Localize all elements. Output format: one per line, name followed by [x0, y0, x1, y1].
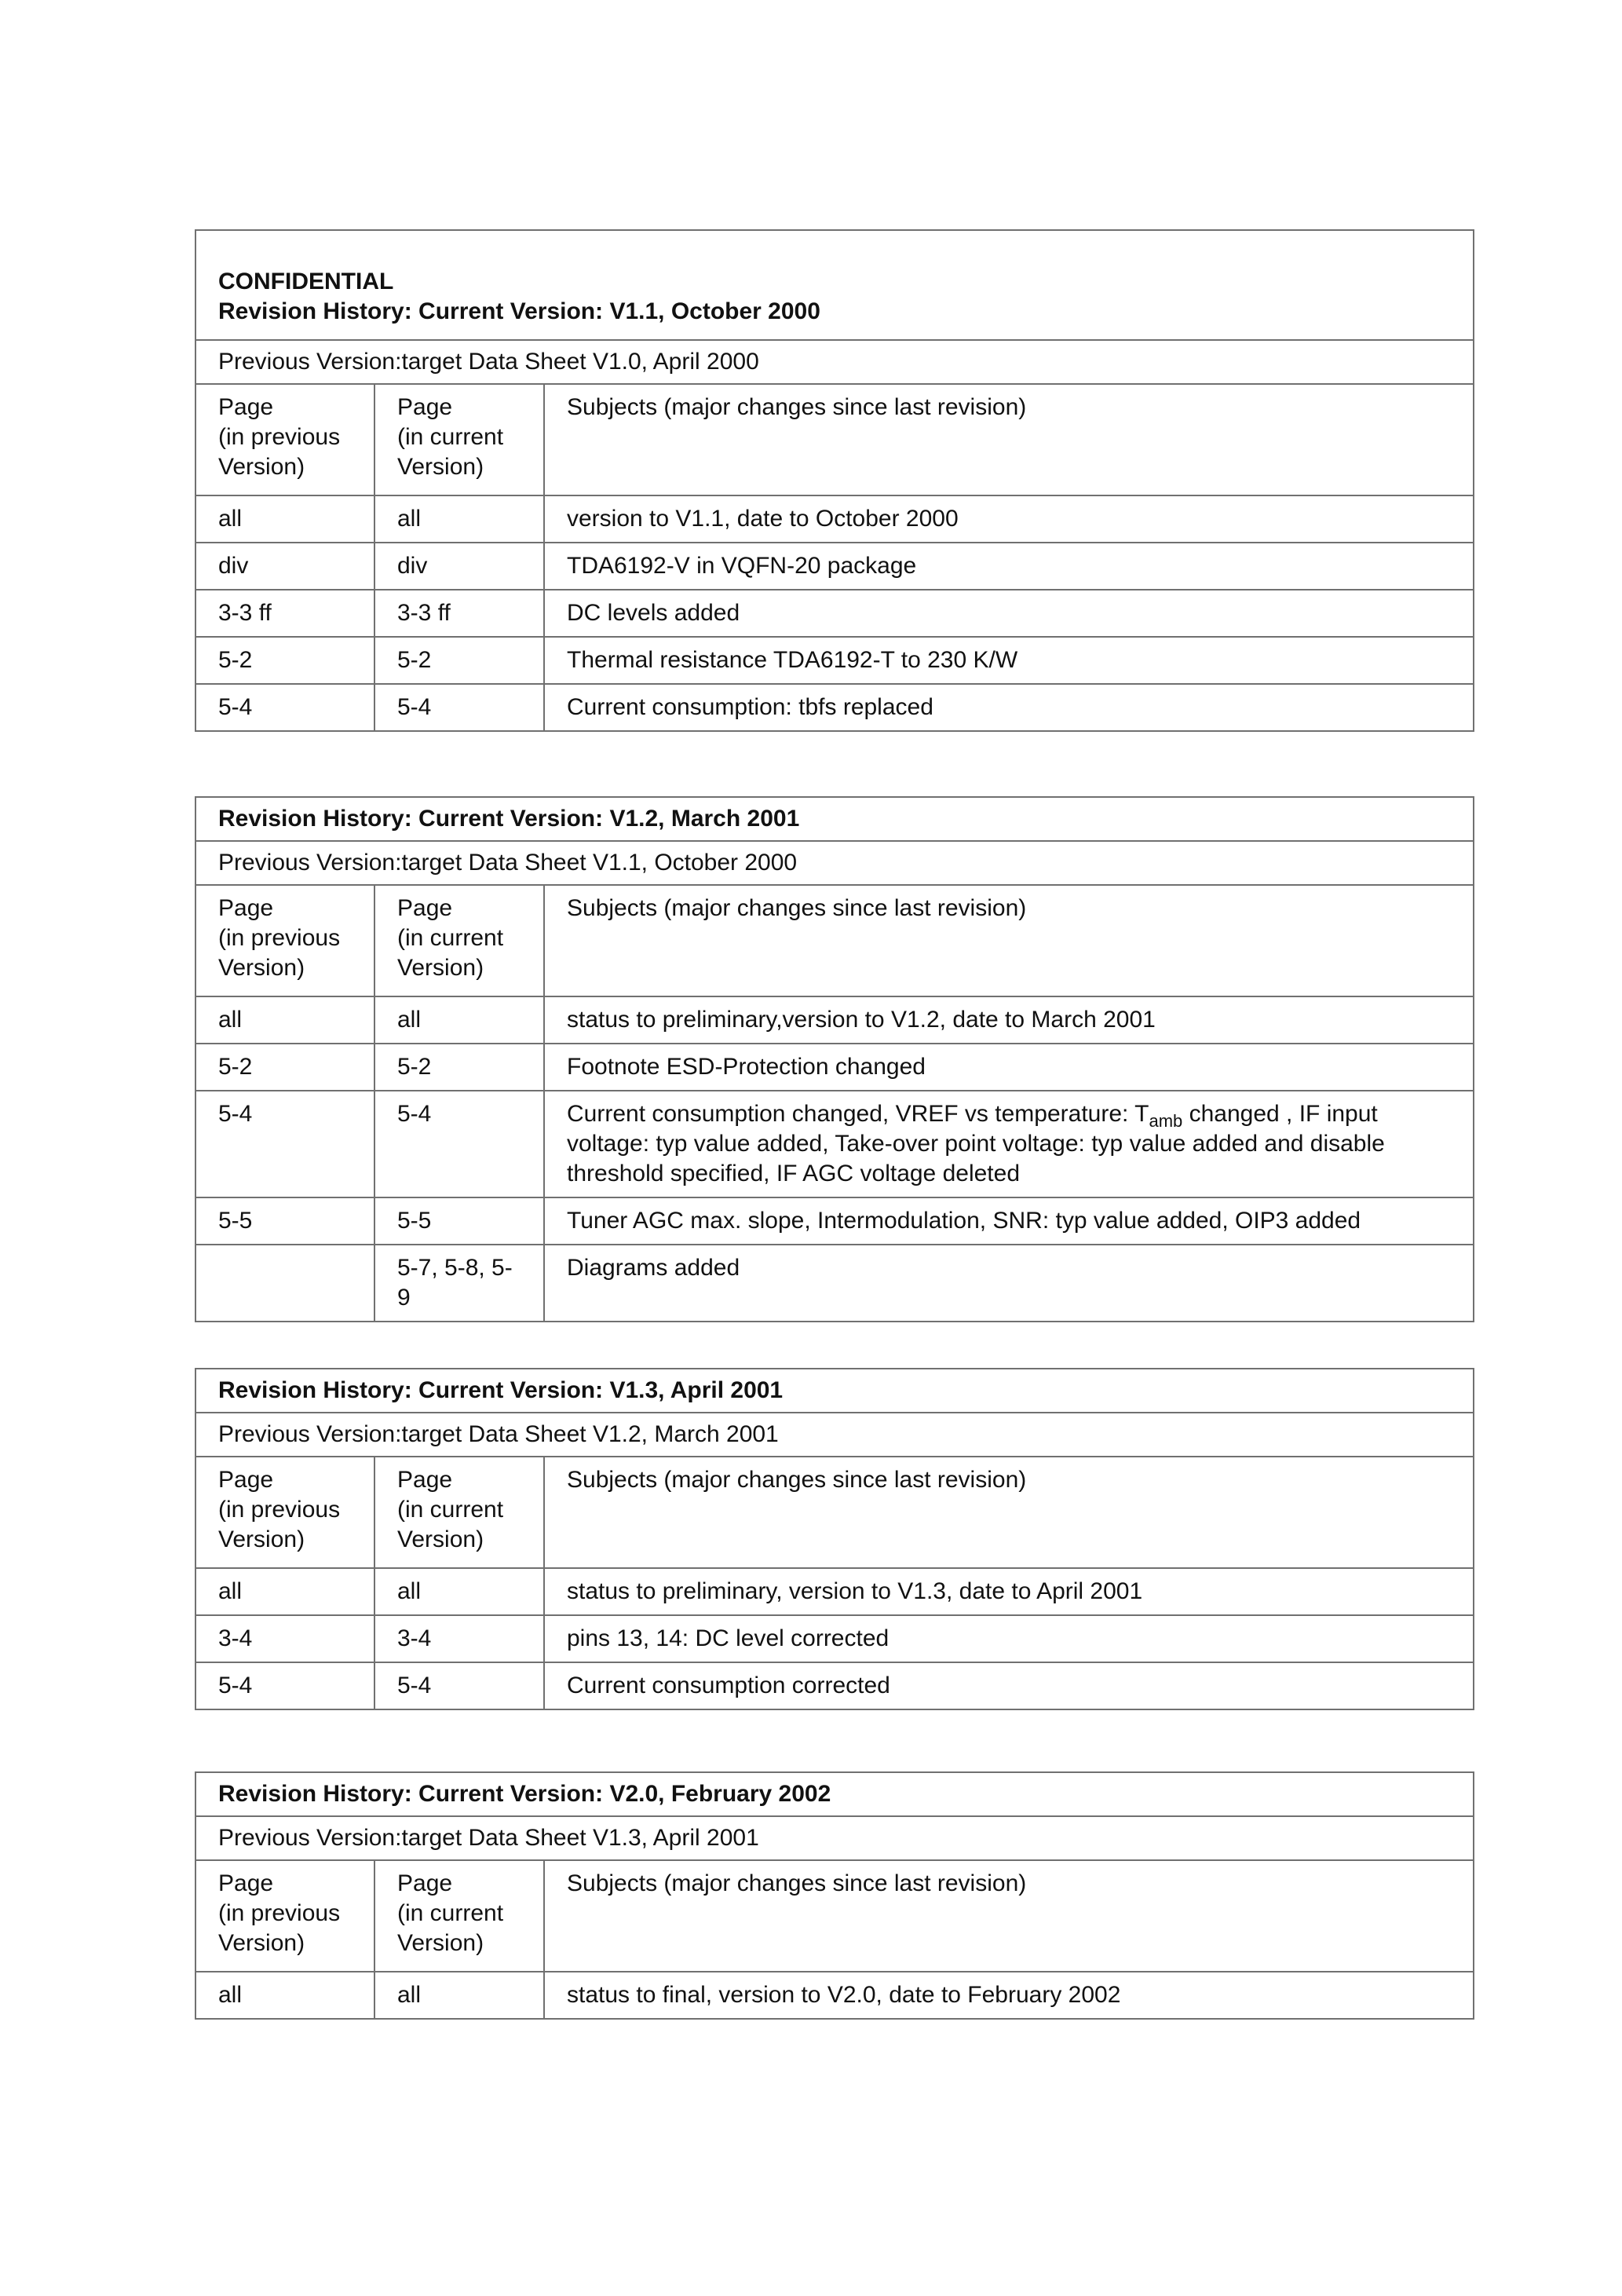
header-prev-page-line2: (in previous	[218, 1900, 341, 1926]
previous-version: Previous Version:target Data Sheet V1.3, April 2001	[195, 1816, 1474, 1860]
curr-page-cell: 3-3 ff	[374, 590, 544, 637]
header-curr-page-line1: Page	[397, 1467, 453, 1493]
header-curr-page	[374, 1457, 544, 1568]
header-curr-page-line3: Version)	[397, 955, 484, 981]
curr-page-cell: 5-4	[374, 1662, 544, 1709]
revision-title-cell	[195, 230, 1474, 340]
subject-text-post: changed , IF input	[1182, 1101, 1378, 1127]
prev-page-cell: 5-4	[195, 1662, 374, 1709]
header-prev-page-line1: Page	[218, 394, 274, 420]
header-prev-page	[195, 1457, 374, 1568]
subject-line-2: voltage: typ value added, Take-over point voltage: typ value added and disable	[567, 1131, 1385, 1157]
prev-page-cell: 3-4	[195, 1615, 374, 1662]
header-subjects: Subjects (major changes since last revision)	[544, 384, 1474, 495]
previous-version-row	[195, 340, 1474, 384]
header-curr-page-line3: Version)	[397, 454, 484, 480]
table-row	[195, 1568, 1474, 1615]
header-curr-page	[374, 384, 544, 495]
table-row	[195, 543, 1474, 590]
revision-table-v1-2	[195, 796, 1474, 1322]
subject-cell: Current consumption corrected	[544, 1662, 1474, 1709]
column-header-row	[195, 1457, 1474, 1568]
table-row	[195, 1091, 1474, 1197]
subject-cell: Thermal resistance TDA6192-T to 230 K/W	[544, 637, 1474, 684]
table-row	[195, 1615, 1474, 1662]
table-row	[195, 637, 1474, 684]
header-curr-page-line2: (in current	[397, 1900, 504, 1926]
prev-page-cell	[195, 1245, 374, 1322]
header-subjects: Subjects (major changes since last revision)	[544, 1860, 1474, 1972]
table-row	[195, 1245, 1474, 1322]
subject-cell: Diagrams added	[544, 1245, 1474, 1322]
column-header-row	[195, 384, 1474, 495]
prev-page-cell: all	[195, 1972, 374, 2019]
prev-page-cell: 5-4	[195, 1091, 374, 1197]
subject-cell: pins 13, 14: DC level corrected	[544, 1615, 1474, 1662]
revision-title-row	[195, 230, 1474, 340]
curr-page-cell: 5-2	[374, 637, 544, 684]
header-curr-page-line2: (in current	[397, 925, 504, 951]
header-curr-page-line3: Version)	[397, 1930, 484, 1956]
revision-title-row	[195, 1369, 1474, 1413]
header-subjects: Subjects (major changes since last revision)	[544, 1457, 1474, 1568]
header-prev-page	[195, 1860, 374, 1972]
subject-cell: version to V1.1, date to October 2000	[544, 495, 1474, 543]
header-prev-page-line1: Page	[218, 895, 274, 921]
previous-version: Previous Version:target Data Sheet V1.0, April 2000	[195, 340, 1474, 384]
revision-title: Revision History: Current Version: V1.2, March 2001	[195, 797, 1474, 841]
prev-page-cell: all	[195, 495, 374, 543]
subject-cell	[544, 1091, 1474, 1197]
header-prev-page-line2: (in previous	[218, 1497, 341, 1523]
prev-page-cell: 5-5	[195, 1197, 374, 1245]
header-subjects: Subjects (major changes since last revision)	[544, 885, 1474, 996]
header-prev-page-line2: (in previous	[218, 424, 341, 450]
prev-page-cell: all	[195, 996, 374, 1044]
curr-page-cell: div	[374, 543, 544, 590]
prev-page-cell: 3-3 ff	[195, 590, 374, 637]
table-row	[195, 495, 1474, 543]
header-prev-page	[195, 885, 374, 996]
curr-page-cell: 5-7, 5-8, 5-9	[374, 1245, 544, 1322]
column-header-row	[195, 885, 1474, 996]
prev-page-cell: 5-2	[195, 1044, 374, 1091]
revision-table-v1-1	[195, 229, 1474, 732]
previous-version: Previous Version:target Data Sheet V1.1, October 2000	[195, 841, 1474, 885]
previous-version-row	[195, 1816, 1474, 1860]
revision-title-row	[195, 1772, 1474, 1816]
curr-page-cell: all	[374, 1568, 544, 1615]
table-row	[195, 1197, 1474, 1245]
revision-table-v2-0	[195, 1771, 1474, 2020]
subject-cell: Current consumption: tbfs replaced	[544, 684, 1474, 731]
curr-page-cell: 3-4	[374, 1615, 544, 1662]
subject-line-1	[567, 1099, 1451, 1129]
prev-page-cell: 5-4	[195, 684, 374, 731]
header-curr-page-line2: (in current	[397, 424, 504, 450]
revision-title: Revision History: Current Version: V1.1, October 2000	[218, 298, 820, 324]
table-row	[195, 1662, 1474, 1709]
prev-page-cell: div	[195, 543, 374, 590]
subject-line-3: threshold specified, IF AGC voltage deleted	[567, 1161, 1021, 1186]
header-prev-page-line2: (in previous	[218, 925, 341, 951]
subject-cell: Tuner AGC max. slope, Intermodulation, SNR: typ value added, OIP3 added	[544, 1197, 1474, 1245]
header-curr-page-line1: Page	[397, 394, 453, 420]
table-row	[195, 1972, 1474, 2019]
curr-page-cell: 5-5	[374, 1197, 544, 1245]
header-prev-page-line3: Version)	[218, 454, 305, 480]
subject-cell: Footnote ESD-Protection changed	[544, 1044, 1474, 1091]
header-curr-page	[374, 885, 544, 996]
header-curr-page	[374, 1860, 544, 1972]
prev-page-cell: 5-2	[195, 637, 374, 684]
subject-cell: status to preliminary, version to V1.3, date to April 2001	[544, 1568, 1474, 1615]
subject-cell: status to final, version to V2.0, date to February 2002	[544, 1972, 1474, 2019]
revision-title: Revision History: Current Version: V2.0, February 2002	[195, 1772, 1474, 1816]
revision-table-v1-3	[195, 1368, 1474, 1710]
prev-page-cell: all	[195, 1568, 374, 1615]
header-prev-page-line1: Page	[218, 1870, 274, 1896]
curr-page-cell: all	[374, 996, 544, 1044]
revision-title-row	[195, 797, 1474, 841]
subject-cell: DC levels added	[544, 590, 1474, 637]
header-prev-page-line3: Version)	[218, 1526, 305, 1552]
previous-version-row	[195, 841, 1474, 885]
table-row	[195, 1044, 1474, 1091]
curr-page-cell: 5-2	[374, 1044, 544, 1091]
subject-cell: TDA6192-V in VQFN-20 package	[544, 543, 1474, 590]
header-prev-page-line3: Version)	[218, 1930, 305, 1956]
curr-page-cell: 5-4	[374, 684, 544, 731]
header-prev-page	[195, 384, 374, 495]
curr-page-cell: all	[374, 495, 544, 543]
curr-page-cell: all	[374, 1972, 544, 2019]
header-curr-page-line3: Version)	[397, 1526, 484, 1552]
previous-version: Previous Version:target Data Sheet V1.2, March 2001	[195, 1413, 1474, 1457]
confidential-label: CONFIDENTIAL	[218, 269, 394, 294]
column-header-row	[195, 1860, 1474, 1972]
revision-title: Revision History: Current Version: V1.3, April 2001	[195, 1369, 1474, 1413]
subject-subscript: amb	[1149, 1111, 1183, 1131]
header-prev-page-line1: Page	[218, 1467, 274, 1493]
header-curr-page-line1: Page	[397, 1870, 453, 1896]
header-curr-page-line1: Page	[397, 895, 453, 921]
previous-version-row	[195, 1413, 1474, 1457]
curr-page-cell: 5-4	[374, 1091, 544, 1197]
table-row	[195, 590, 1474, 637]
subject-text-pre: Current consumption changed, VREF vs temperature: T	[567, 1101, 1149, 1127]
header-prev-page-line3: Version)	[218, 955, 305, 981]
header-curr-page-line2: (in current	[397, 1497, 504, 1523]
table-row	[195, 996, 1474, 1044]
subject-cell: status to preliminary,version to V1.2, date to March 2001	[544, 996, 1474, 1044]
table-row	[195, 684, 1474, 731]
